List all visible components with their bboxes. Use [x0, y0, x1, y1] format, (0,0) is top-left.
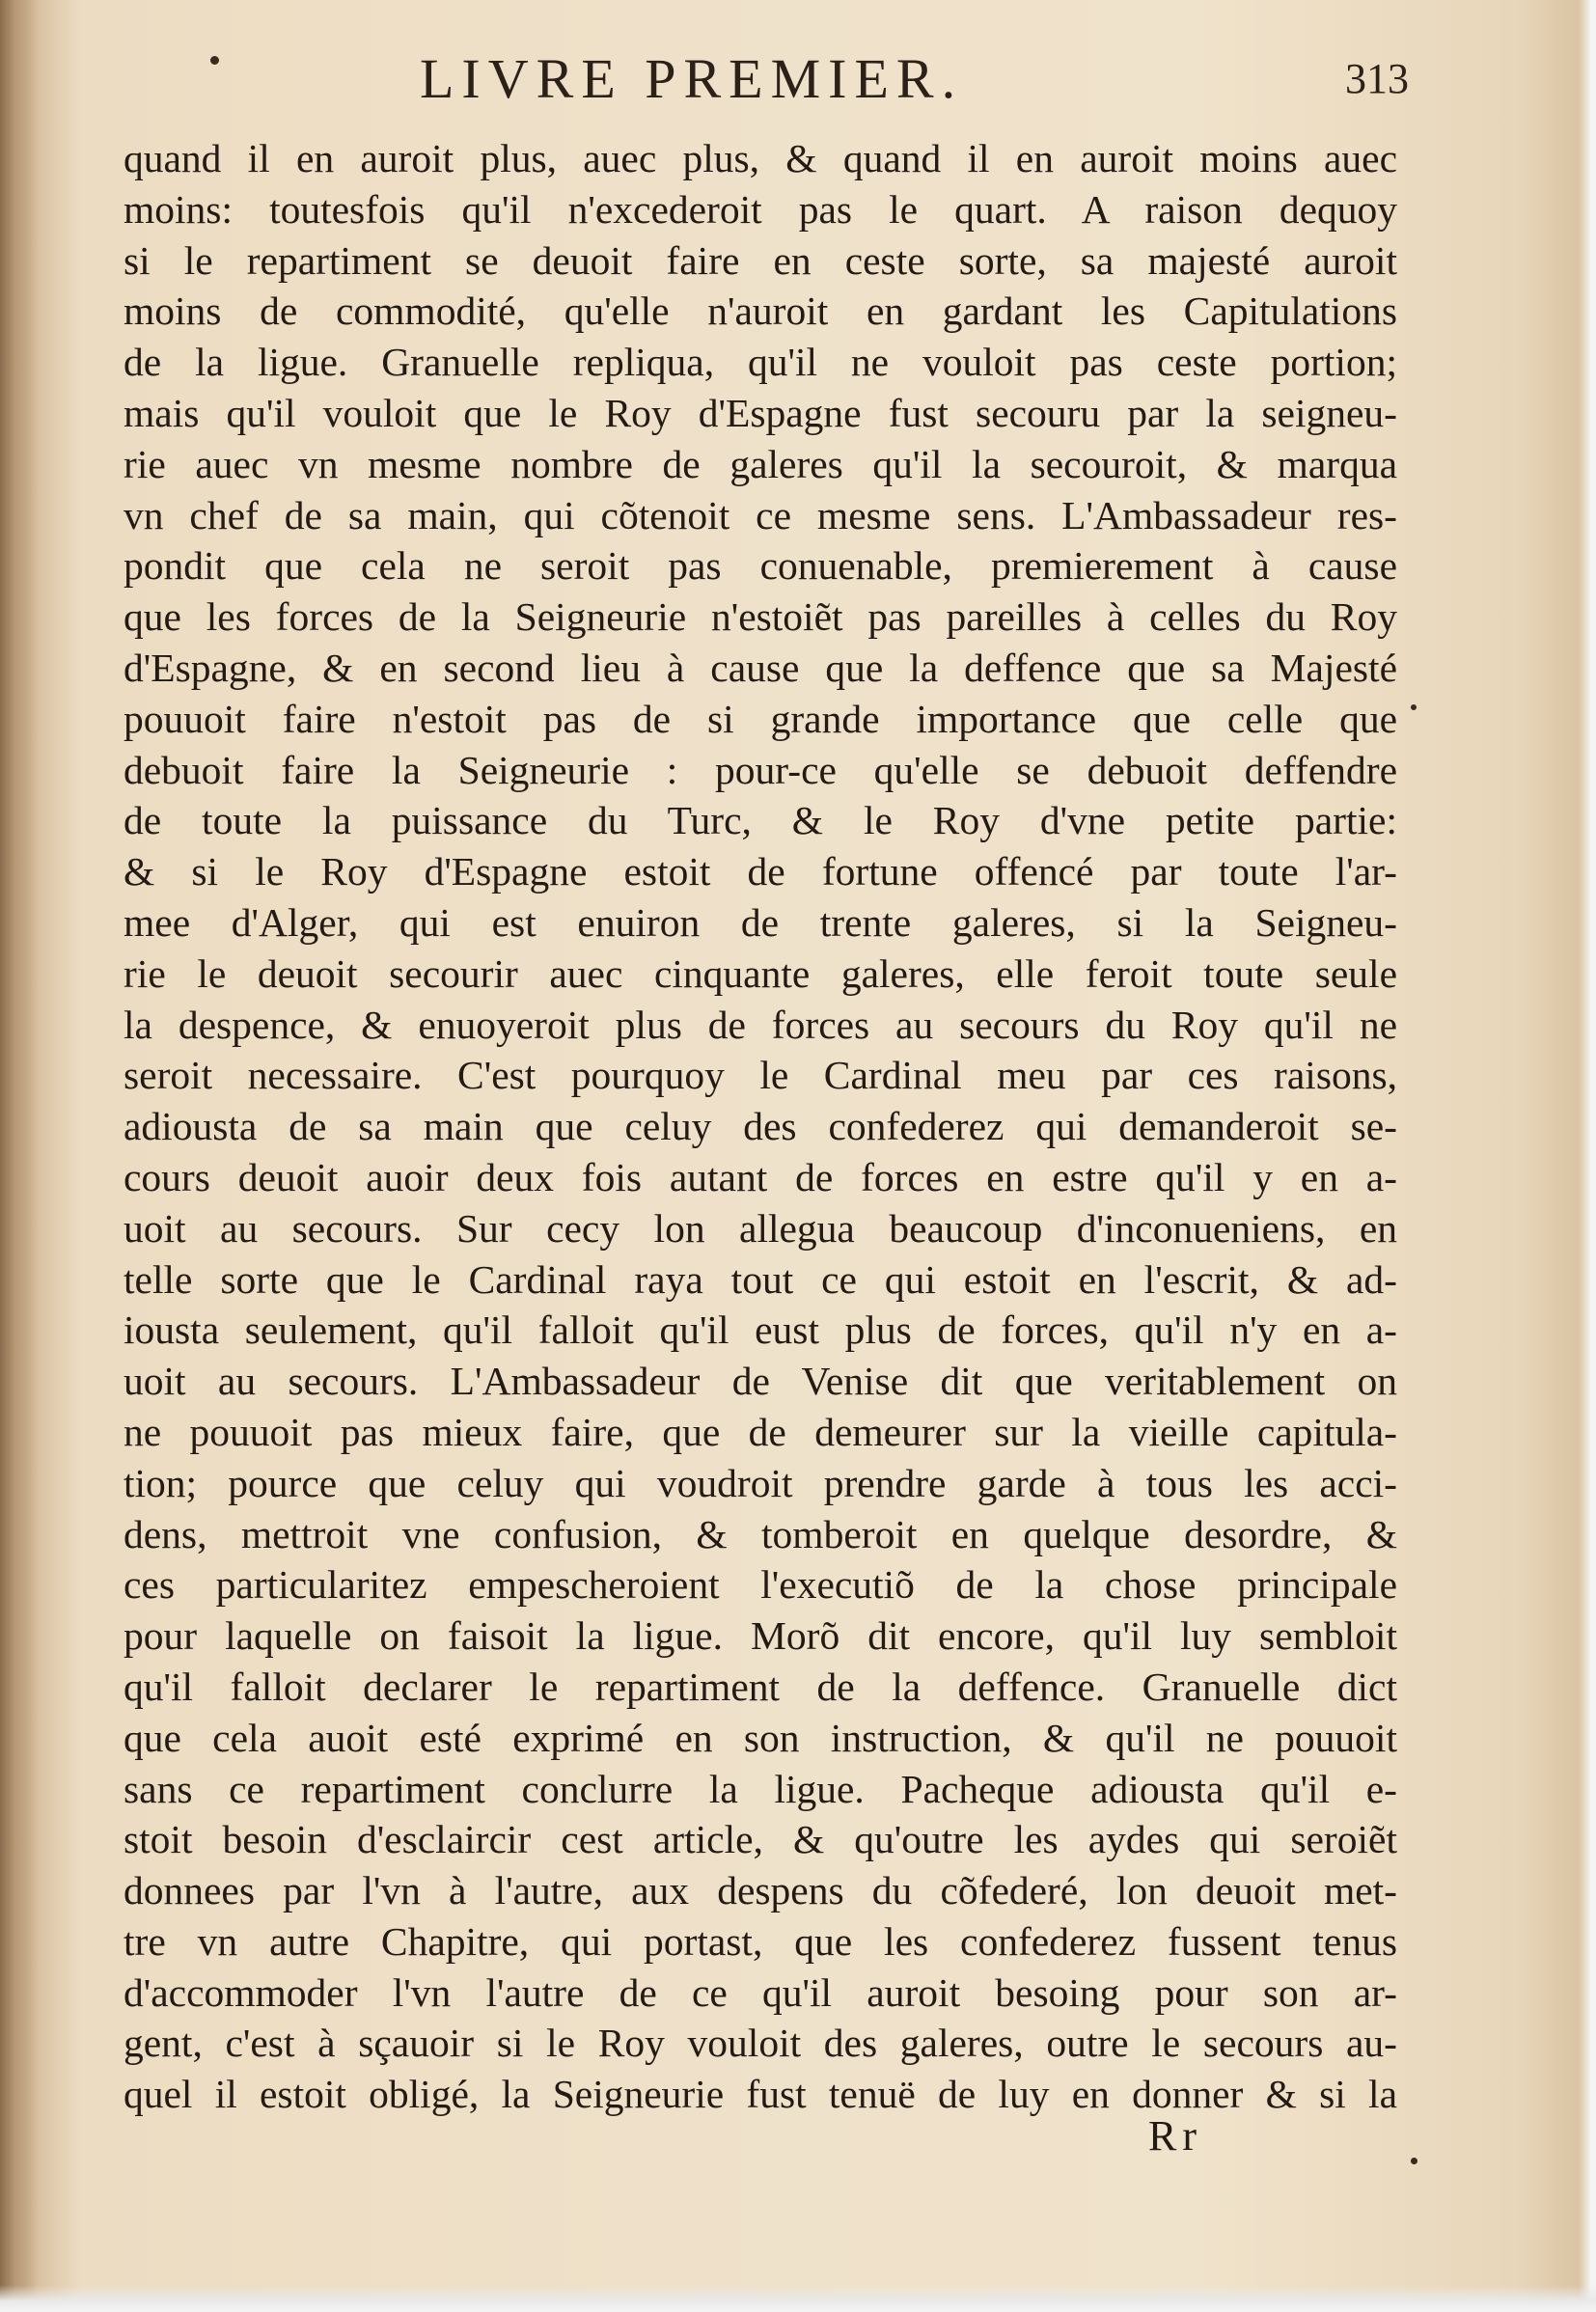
text-line: pour laquelle on faisoit la ligue. Morõ dit encore, qu'il luy sembloit — [124, 1613, 1397, 1659]
text-line: uoit au secours. Sur cecy lon allegua beaucoup d'inconueniens, en — [124, 1205, 1397, 1251]
running-title: LIVRE PREMIER. — [420, 47, 964, 110]
text-line: moins de commodité, qu'elle n'auroit en gardant les Capitulations — [124, 289, 1397, 334]
text-line: d'accommoder l'vn l'autre de ce qu'il auroit besoing pour son ar- — [124, 1969, 1397, 2015]
text-line: uoit au secours. L'Ambassadeur de Venise dit que veritablement on — [124, 1359, 1397, 1404]
gutter-shadow — [0, 0, 39, 2312]
text-line: sans ce repartiment conclurre la ligue. Pacheque adiousta qu'il e- — [124, 1766, 1397, 1811]
text-line: quel il estoit obligé, la Seigneurie fust tenuë de luy en donner & si la — [124, 2072, 1397, 2117]
ink-speck — [210, 56, 219, 65]
right-page-edge — [1579, 0, 1596, 2312]
body-text — [124, 133, 1397, 2120]
text-line: telle sorte que le Cardinal raya tout ce qui estoit en l'escrit, & ad- — [124, 1256, 1397, 1302]
text-line: vn chef de sa main, qui cõtenoit ce mesme sens. L'Ambassadeur res- — [124, 492, 1397, 537]
text-line: qu'il falloit declarer le repartiment de la deffence. Granuelle dict — [124, 1664, 1397, 1709]
page-header — [193, 46, 1409, 124]
text-line: dens, mettroit vne confusion, & tomberoit en quelque desordre, & — [124, 1511, 1397, 1556]
text-line: ces particularitez empescheroient l'executiõ de la chose principale — [124, 1562, 1397, 1608]
ink-speck — [1411, 2158, 1417, 2164]
text-line: si le repartiment se deuoit faire en ceste sorte, sa majesté auroit — [124, 237, 1397, 283]
text-line: de la ligue. Granuelle repliqua, qu'il ne vouloit pas ceste portion; — [124, 340, 1397, 385]
text-line: que cela auoit esté exprimé en son instruction, & qu'il ne pouuoit — [124, 1715, 1397, 1760]
text-line: gent, c'est à sçauoir si le Roy vouloit des galeres, outre le secours au- — [124, 2021, 1397, 2066]
text-line: que les forces de la Seigneurie n'estoiẽt pas pareilles à celles du Roy — [124, 594, 1397, 640]
page-number: 313 — [1345, 55, 1409, 102]
text-line: quand il en auroit plus, auec plus, & quand il en auroit moins auec — [124, 136, 1397, 180]
text-line: pouuoit faire n'estoit pas de si grande importance que celle que — [124, 696, 1397, 741]
text-line: tre vn autre Chapitre, qui portast, que les confederez fussent tenus — [124, 1918, 1397, 1964]
text-line: ne pouuoit pas mieux faire, que de demeurer sur la vieille capitula- — [124, 1409, 1397, 1454]
text-line: tion; pource que celuy qui voudroit prendre garde à tous les acci- — [124, 1460, 1397, 1505]
text-line: mee d'Alger, qui est enuiron de trente galeres, si la Seigneu- — [124, 899, 1397, 945]
text-line: iousta seulement, qu'il falloit qu'il eust plus de forces, qu'il n'y en a- — [124, 1307, 1397, 1353]
text-line: rie auec vn mesme nombre de galeres qu'il la secouroit, & marqua — [124, 441, 1397, 486]
text-line: seroit necessaire. C'est pourquoy le Cardinal meu par ces raisons, — [124, 1053, 1397, 1098]
text-line: mais qu'il vouloit que le Roy d'Espagne fust secouru par la seigneu- — [124, 390, 1397, 435]
text-line: stoit besoin d'esclaircir cest article, & qu'outre les aydes qui seroiẽt — [124, 1817, 1397, 1862]
text-line: debuoit faire la Seigneurie : pour-ce qu'elle se debuoit deffendre — [124, 747, 1397, 792]
text-line: adiousta de sa main que celuy des confederez qui demanderoit se- — [124, 1104, 1397, 1149]
text-line: & si le Roy d'Espagne estoit de fortune offencé par toute l'ar- — [124, 849, 1397, 895]
text-line: pondit que cela ne seroit pas conuenable, premierement à cause — [124, 543, 1397, 589]
text-line: moins: toutesfois qu'il n'excederoit pas le quart. A raison dequoy — [124, 186, 1397, 232]
printer-signature: Rr — [1148, 2112, 1202, 2160]
bottom-page-edge — [0, 2285, 1596, 2312]
text-line: donnees par l'vn à l'autre, aux despens du cõfederé, lon deuoit met- — [124, 1868, 1397, 1913]
ink-speck — [1411, 704, 1417, 710]
text-line: rie le deuoit secourir auec cinquante galeres, elle feroit toute seule — [124, 950, 1397, 996]
text-line: de toute la puissance du Turc, & le Roy d'vne petite partie: — [124, 798, 1397, 843]
text-line: la despence, & enuoyeroit plus de forces au secours du Roy qu'il ne — [124, 1002, 1397, 1047]
text-line: cours deuoit auoir deux fois autant de forces en estre qu'il y en a- — [124, 1154, 1397, 1199]
text-line: d'Espagne, & en second lieu à cause que la deffence que sa Majesté — [124, 645, 1397, 690]
